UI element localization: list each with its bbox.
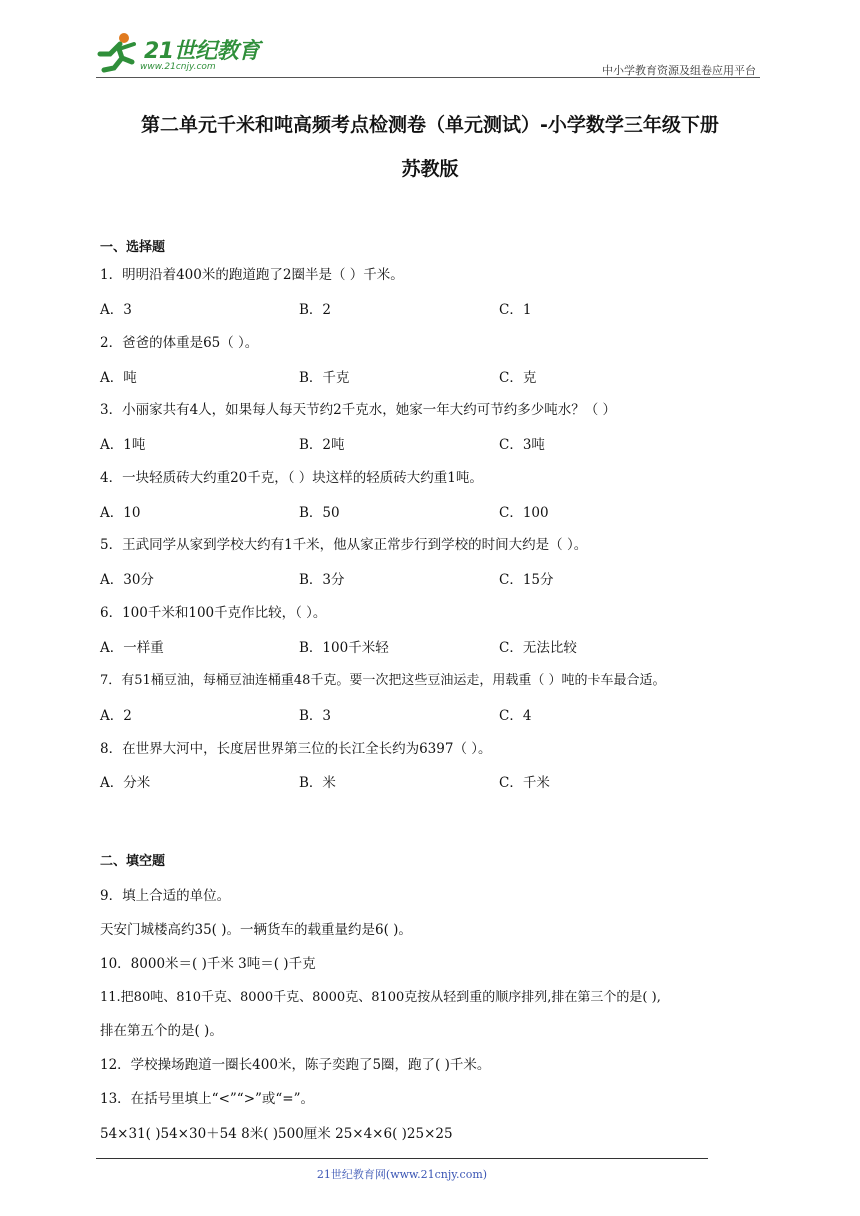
page-header bbox=[96, 30, 760, 80]
option-3c: C．3吨 bbox=[499, 437, 545, 453]
option-1b: B．2 bbox=[299, 302, 332, 318]
question-5: 5．王武同学从家到学校大约有1千米，他从家正常步行到学校的时间大约是（ ）。 bbox=[100, 537, 588, 553]
question-8: 8．在世界大河中，长度居世界第三位的长江全长约为6397（ ）。 bbox=[100, 741, 492, 757]
question-11-cont: 排在第五个的是( )。 bbox=[100, 1023, 223, 1039]
option-6a: A．一样重 bbox=[100, 640, 164, 656]
question-9: 9．填上合适的单位。 bbox=[100, 888, 231, 904]
option-2c: C．克 bbox=[499, 370, 537, 386]
option-7b: B．3 bbox=[299, 708, 332, 724]
option-1c: C．1 bbox=[499, 302, 532, 318]
question-4: 4．一块轻质砖大约重20千克，（ ）块这样的轻质砖大约重1吨。 bbox=[100, 470, 483, 486]
option-2b: B．千克 bbox=[299, 370, 350, 386]
option-5c: C．15分 bbox=[499, 572, 554, 588]
option-3b: B．2吨 bbox=[299, 437, 345, 453]
section-heading-choice: 一、选择题 bbox=[100, 240, 166, 255]
section-heading-fill: 二、填空题 bbox=[100, 854, 166, 869]
option-3a: A．1吨 bbox=[100, 437, 146, 453]
option-4c: C．100 bbox=[499, 505, 549, 521]
runner-logo-icon bbox=[96, 32, 142, 74]
question-13: 13．在括号里填上“<”“>”或“=”。 bbox=[100, 1091, 315, 1107]
option-1a: A．3 bbox=[100, 302, 132, 318]
option-8a: A．分米 bbox=[100, 775, 151, 791]
question-13-body: 54×31( )54×30＋54 8米( )500厘米 25×4×6( )25×25 bbox=[100, 1126, 453, 1142]
logo-url-text: www.21cnjy.com bbox=[140, 62, 216, 72]
question-6: 6．100千米和100千克作比较，（ ）。 bbox=[100, 605, 327, 621]
option-5a: A．30分 bbox=[100, 572, 154, 588]
option-6c: C．无法比较 bbox=[499, 640, 577, 656]
question-10: 10．8000米＝( )千米 3吨＝( )千克 bbox=[100, 956, 316, 972]
question-7: 7．有51桶豆油，每桶豆油连桶重48千克。要一次把这些豆油运走，用载重（ ）吨的卡车最合适。 bbox=[100, 673, 666, 688]
option-6b: B．100千米轻 bbox=[299, 640, 389, 656]
option-7c: C．4 bbox=[499, 708, 532, 724]
footer-divider bbox=[96, 1158, 708, 1159]
option-2a: A．吨 bbox=[100, 370, 137, 386]
logo-brand-text: 21世纪教育 bbox=[144, 39, 260, 64]
question-2: 2．爸爸的体重是65（ ）。 bbox=[100, 335, 259, 351]
question-9-body: 天安门城楼高约35( )。一辆货车的载重量约是6( )。 bbox=[100, 922, 412, 938]
option-5b: B．3分 bbox=[299, 572, 345, 588]
footer-text: 21世纪教育网(www.21cnjy.com) bbox=[316, 1168, 488, 1181]
page-title-line2: 苏教版 bbox=[401, 158, 459, 180]
option-4b: B．50 bbox=[299, 505, 340, 521]
question-12: 12．学校操场跑道一圈长400米，陈子奕跑了5圈，跑了( )千米。 bbox=[100, 1057, 491, 1073]
question-3: 3．小丽家共有4人，如果每人每天节约2千克水，她家一年大约可节约多少吨水？（ ） bbox=[100, 402, 617, 418]
page-title: 第二单元千米和吨高频考点检测卷（单元测试）-小学数学三年级下册 bbox=[141, 114, 719, 136]
logo bbox=[96, 30, 266, 78]
option-8c: C．千米 bbox=[499, 775, 550, 791]
option-7a: A．2 bbox=[100, 708, 132, 724]
option-8b: B．米 bbox=[299, 775, 336, 791]
question-1: 1．明明沿着400米的跑道跑了2圈半是（ ）千米。 bbox=[100, 267, 404, 283]
header-platform-text: 中小学教育资源及组卷应用平台 bbox=[602, 64, 756, 77]
header-divider bbox=[96, 77, 760, 78]
option-4a: A．10 bbox=[100, 505, 141, 521]
question-11: 11.把80吨、810千克、8000千克、8000克、8100克按从轻到重的顺序排列,排在第三个的是( ), bbox=[100, 990, 661, 1005]
